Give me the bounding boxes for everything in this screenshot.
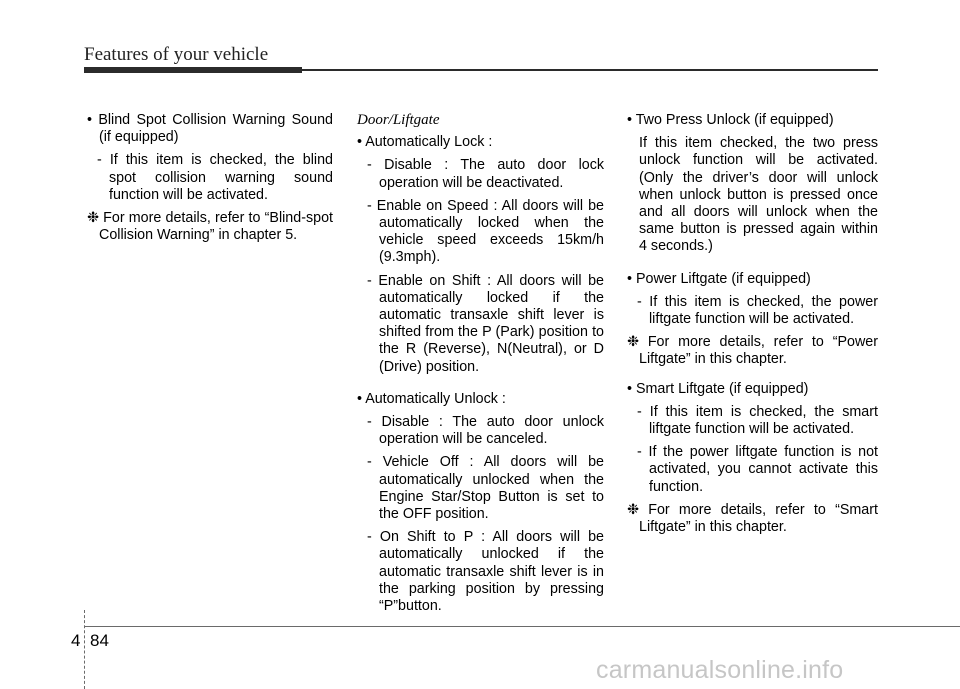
section-title-door-liftgate: Door/Liftgate — [357, 112, 440, 128]
auto-unlock-disable: - Disable : The auto door unlock operation will be canceled. — [367, 414, 604, 448]
page-number: 84 — [90, 631, 109, 650]
footer-rule — [84, 626, 960, 627]
two-press-unlock-item: • Two Press Unlock (if equipped) — [627, 112, 834, 128]
auto-lock-enable-on-shift: - Enable on Shift : All doors will be automatically locked if the automatic transaxle shift lever is shifted from the P (Park) position to the R (Reverse), N(Neutral), or D (Drive) position. — [367, 272, 604, 375]
two-press-unlock-description: If this item checked, the two press unlock function will be activated. (Only the driver’s door will unlock when unlock button is pressed once and all doors will unlock when the same button is pressed again within 4 seconds.) — [639, 135, 878, 255]
smart-liftgate-description: - If this item is checked, the smart liftgate function will be activated. — [637, 403, 878, 438]
blind-spot-description: - If this item is checked, the blind spot collision warning sound function will be activated. — [97, 152, 333, 203]
smart-liftgate-item: • Smart Liftgate (if equipped) — [627, 380, 809, 397]
page-header-title: Features of your vehicle — [84, 44, 269, 65]
column-right — [627, 112, 878, 548]
blind-spot-item: • Blind Spot Collision Warning Sound (if equipped) — [87, 112, 333, 146]
power-liftgate-description: - If this item is checked, the power liftgate function will be activated. — [637, 293, 878, 328]
auto-lock-disable: - Disable : The auto door lock operation will be deactivated. — [367, 157, 604, 191]
footer-divider — [84, 610, 86, 689]
smart-liftgate-note: ❉ For more details, refer to “Smart Liftgate” in this chapter. — [627, 501, 878, 536]
power-liftgate-item: • Power Liftgate (if equipped) — [627, 270, 811, 287]
chapter-number: 4 — [71, 631, 81, 650]
power-liftgate-note: ❉ For more details, refer to “Power Liftgate” in this chapter. — [627, 334, 878, 368]
auto-unlock-item: • Automatically Unlock : — [357, 390, 506, 407]
column-left — [87, 112, 333, 256]
header-rule-thick — [84, 67, 302, 73]
header-rule-thin — [302, 69, 878, 71]
watermark-text: carmanualsonline.info — [596, 656, 844, 684]
auto-unlock-vehicle-off: - Vehicle Off : All doors will be automatically unlocked when the Engine Star/Stop Button is set to the OFF position. — [367, 454, 604, 523]
smart-liftgate-condition: - If the power liftgate function is not activated, you cannot activate this function. — [637, 444, 878, 495]
auto-lock-item: • Automatically Lock : — [357, 134, 493, 151]
auto-unlock-on-shift-to-p: - On Shift to P : All doors will be automatically unlocked if the automatic transaxle shift lever is in the parking position by pressing “P”button. — [367, 529, 604, 615]
column-middle — [357, 112, 604, 621]
auto-lock-enable-on-speed: - Enable on Speed : All doors will be automatically locked when the vehicle speed exceeds 15km/h (9.3mph). — [367, 197, 604, 266]
blind-spot-note: ❉ For more details, refer to “Blind-spot Collision Warning” in chapter 5. — [87, 210, 333, 244]
